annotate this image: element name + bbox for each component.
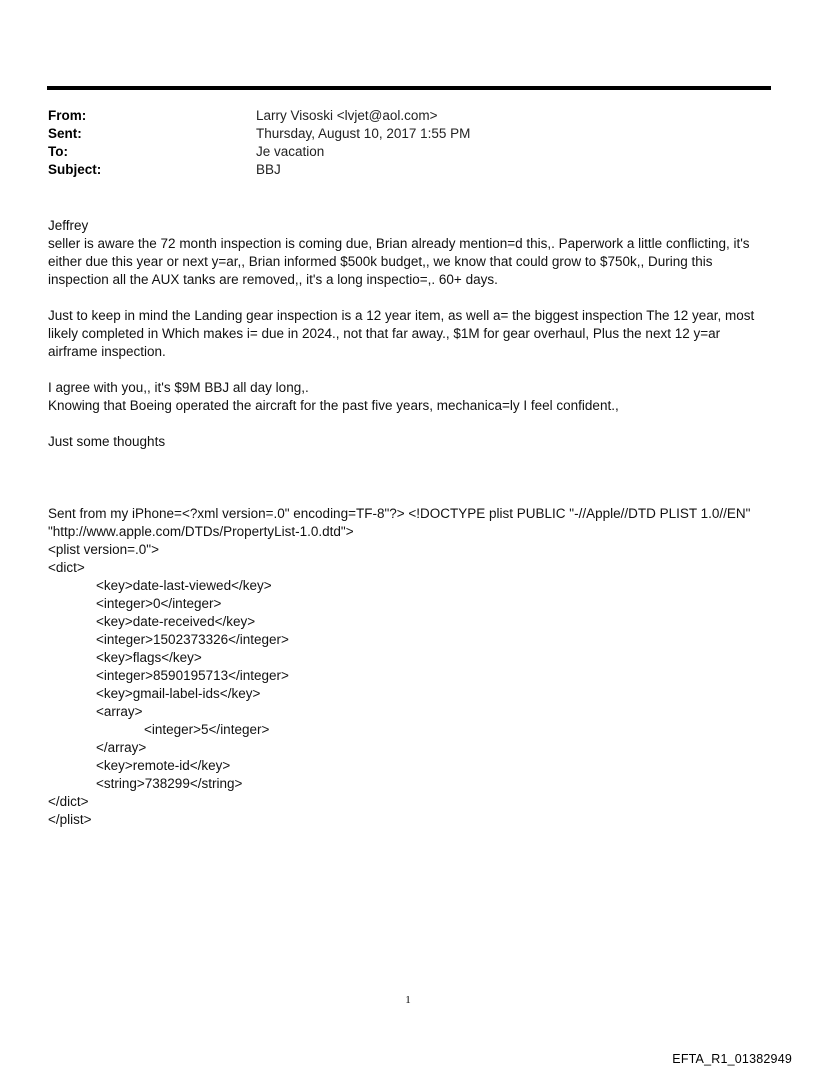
- sent-value: Thursday, August 10, 2017 1:55 PM: [256, 126, 471, 141]
- plist-line: <key>date-received</key>: [96, 614, 256, 629]
- plist-line: <dict>: [48, 560, 85, 575]
- from-value: Larry Visoski <lvjet@aol.com>: [256, 108, 438, 123]
- plist-line: </plist>: [48, 812, 92, 827]
- header-divider: [47, 86, 771, 90]
- plist-line: <string>738299</string>: [96, 776, 243, 791]
- greeting: Jeffrey: [48, 218, 89, 233]
- subject-value: BBJ: [256, 162, 281, 177]
- body-paragraph-1: seller is aware the 72 month inspection is coming due, Brian already mention=d this,. Paperwork a little conflicting, it's either due this year or next y=ar,, Brian informed $500k budget,, we know that could grow to $750k,, During this inspection all the AUX tanks are removed,, it's a long inspectio=,. 60+ days.: [48, 236, 750, 287]
- bates-number: EFTA_R1_01382949: [672, 1052, 792, 1066]
- sent-from-line: Sent from my iPhone=<?xml version=.0" encoding=TF-8"?> <!DOCTYPE plist PUBLIC "-//Apple//DTD PLIST 1.0//EN" "http://www.apple.com/DTDs/PropertyList-1.0.dtd">: [48, 506, 751, 539]
- body-paragraph-4: Just some thoughts: [48, 434, 166, 449]
- page-number: 1: [405, 994, 411, 1006]
- subject-row: [48, 161, 768, 179]
- plist-line: <integer>5</integer>: [144, 722, 270, 737]
- plist-line: <plist version=.0">: [48, 542, 159, 557]
- plist-line: <key>gmail-label-ids</key>: [96, 686, 261, 701]
- plist-line: <key>date-last-viewed</key>: [96, 578, 272, 593]
- plist-line: </dict>: [48, 794, 89, 809]
- plist-line: <integer>8590195713</integer>: [96, 668, 289, 683]
- body-paragraph-3-line-2: Knowing that Boeing operated the aircraft for the past five years, mechanica=ly I feel confident.,: [48, 398, 619, 413]
- email-header: [48, 107, 768, 179]
- plist-line: <array>: [96, 704, 143, 719]
- plist-line: </array>: [96, 740, 147, 755]
- email-body: [48, 217, 768, 829]
- plist-line: <key>flags</key>: [96, 650, 202, 665]
- sent-row: [48, 125, 768, 143]
- from-label: From:: [48, 108, 87, 123]
- to-label: To:: [48, 144, 68, 159]
- to-value: Je vacation: [256, 144, 325, 159]
- plist-line: <integer>0</integer>: [96, 596, 222, 611]
- plist-line: <key>remote-id</key>: [96, 758, 231, 773]
- subject-label: Subject:: [48, 162, 102, 177]
- from-row: [48, 107, 768, 125]
- body-paragraph-3-line-1: I agree with you,, it's $9M BBJ all day long,.: [48, 380, 309, 395]
- sent-label: Sent:: [48, 126, 82, 141]
- body-paragraph-2: Just to keep in mind the Landing gear inspection is a 12 year item, as well a= the biggest inspection The 12 year, most likely completed in Which makes i= due in 2024., not that far away., $1M for gear overhaul, Plus the next 12 y=ar airframe inspection.: [48, 308, 755, 359]
- to-row: [48, 143, 768, 161]
- plist-line: <integer>1502373326</integer>: [96, 632, 289, 647]
